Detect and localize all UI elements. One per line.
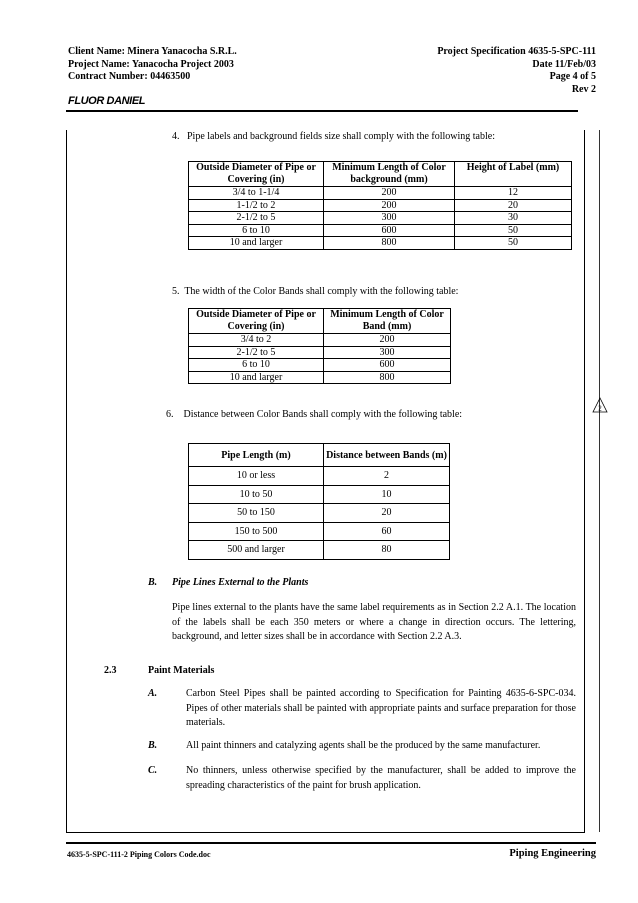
table-cell: 50: [455, 224, 572, 237]
table-cell: 20: [455, 199, 572, 212]
item-4-text: Pipe labels and background fields size shall comply with the following table:: [187, 131, 495, 142]
table-cell: 600: [324, 224, 455, 237]
table-cell: 800: [324, 237, 455, 250]
item-5: [172, 285, 458, 299]
table-cell: 10: [324, 485, 450, 504]
table-cell: 50: [455, 237, 572, 250]
table-cell: 200: [324, 334, 451, 347]
table-cell: 80: [324, 541, 450, 560]
svg-text:2: 2: [598, 404, 602, 413]
table-cell: 2-1/2 to 5: [189, 346, 324, 359]
label-size-table: [188, 161, 572, 250]
frame-left-border: [66, 130, 67, 832]
table-cell: 1-1/2 to 2: [189, 199, 324, 212]
contract-number: Contract Number: 04463500: [68, 71, 191, 82]
band-distance-table: [188, 443, 450, 560]
item-6: [166, 408, 462, 422]
color-band-width-table: [188, 308, 451, 384]
table-cell: 200: [324, 187, 455, 200]
section-title: Paint Materials: [148, 665, 215, 676]
table-row: [189, 504, 450, 523]
header-right: [437, 46, 596, 96]
table-cell: 30: [455, 212, 572, 225]
page-number: Page 4 of 5: [549, 71, 596, 82]
table-row: [189, 237, 572, 250]
table-cell: 10 to 50: [189, 485, 324, 504]
item-6-text: Distance between Color Bands shall comply with the following table:: [183, 409, 463, 420]
section-b-title: Pipe Lines External to the Plants: [172, 577, 309, 588]
table-cell: 50 to 150: [189, 504, 324, 523]
table-header-row: [189, 444, 450, 467]
item-6-number: 6.: [166, 409, 174, 420]
table-cell: 300: [324, 346, 451, 359]
header-rule: [66, 110, 578, 112]
table-cell: 500 and larger: [189, 541, 324, 560]
paint-item-a-label: A.: [148, 688, 158, 699]
revision-triangle-icon: [592, 397, 608, 413]
table-row: [189, 541, 450, 560]
table-header-cell: Outside Diameter of Pipe or Covering (in): [189, 162, 324, 187]
table-header-cell: Pipe Length (m): [189, 444, 324, 467]
footer-rule: [66, 842, 596, 844]
table-cell: 150 to 500: [189, 522, 324, 541]
footer-department: Piping Engineering: [509, 848, 596, 859]
table-row: [189, 467, 450, 486]
paint-item-c-label: C.: [148, 765, 158, 776]
table-cell: 10 and larger: [189, 237, 324, 250]
table-row: [189, 199, 572, 212]
table-cell: 20: [324, 504, 450, 523]
table-row: [189, 359, 451, 372]
table-cell: 10 and larger: [189, 371, 324, 384]
paint-item-a-text: Carbon Steel Pipes shall be painted according to Specification for Painting 4635-6-SPC-034. Pipes of other materials shall be painted with appropriate paints and surface preparation for those materials.: [186, 688, 576, 728]
table-cell: 6 to 10: [189, 359, 324, 372]
item-5-text: The width of the Color Bands shall comply with the following table:: [184, 286, 459, 297]
paint-item-b-text: All paint thinners and catalyzing agents shall be the produced by the same manufacturer.: [186, 740, 541, 751]
table-row: [189, 334, 451, 347]
table-cell: 800: [324, 371, 451, 384]
project-name: Project Name: Yanacocha Project 2003: [68, 58, 234, 70]
revision: Rev 2: [571, 83, 596, 95]
paint-item-b-label: B.: [148, 740, 158, 751]
section-b-body: Pipe lines external to the plants have the same label requirements as in Section 2.2 A.1. The location of the labels shall be each 350 meters or where a change in direction occurs. The lettering, background, and letter sizes shall be in accordance with Section 2.2 A.3.: [172, 602, 576, 642]
table-header-cell: Outside Diameter of Pipe or Covering (in): [189, 309, 324, 334]
revision-bar: [599, 130, 600, 832]
section-b-label: B.: [148, 577, 158, 588]
table-header-cell: Height of Label (mm): [455, 162, 572, 187]
doc-date: Date 11/Feb/03: [532, 58, 596, 70]
table-cell: 200: [324, 199, 455, 212]
header-left: [68, 46, 237, 84]
table-header-cell: Distance between Bands (m): [324, 444, 450, 467]
footer-doc-name: 4635-5-SPC-111-2 Piping Colors Code.doc: [67, 850, 211, 859]
table-row: [189, 224, 572, 237]
table-cell: 12: [455, 187, 572, 200]
table-cell: 2-1/2 to 5: [189, 212, 324, 225]
table-cell: 3/4 to 2: [189, 334, 324, 347]
table-cell: 10 or less: [189, 467, 324, 486]
item-5-number: 5.: [172, 286, 180, 297]
table-cell: 60: [324, 522, 450, 541]
table-row: [189, 485, 450, 504]
table-header-row: [189, 162, 572, 187]
item-4: [172, 130, 495, 144]
client-name: Client Name: Minera Yanacocha S.R.L.: [68, 46, 237, 57]
fluor-daniel-logo: FLUOR DANIEL: [68, 95, 146, 107]
spec-number: Project Specification 4635-5-SPC-111: [437, 46, 596, 57]
table-header-cell: Minimum Length of Color Band (mm): [324, 309, 451, 334]
frame-right-border: [584, 130, 585, 832]
table-row: [189, 187, 572, 200]
table-header-cell: Minimum Length of Color background (mm): [324, 162, 455, 187]
frame-bottom-border: [66, 832, 585, 833]
table-row: [189, 346, 451, 359]
table-cell: 2: [324, 467, 450, 486]
item-4-number: 4.: [172, 131, 180, 142]
table-row: [189, 212, 572, 225]
section-number: 2.3: [104, 665, 117, 676]
table-cell: 3/4 to 1-1/4: [189, 187, 324, 200]
table-row: [189, 371, 451, 384]
table-cell: 300: [324, 212, 455, 225]
table-row: [189, 522, 450, 541]
table-cell: 600: [324, 359, 451, 372]
table-cell: 6 to 10: [189, 224, 324, 237]
paint-item-c-text: No thinners, unless otherwise specified by the manufacturer, shall be added to improve the spreading characteristics of the paint for brush application.: [186, 765, 576, 791]
table-header-row: [189, 309, 451, 334]
